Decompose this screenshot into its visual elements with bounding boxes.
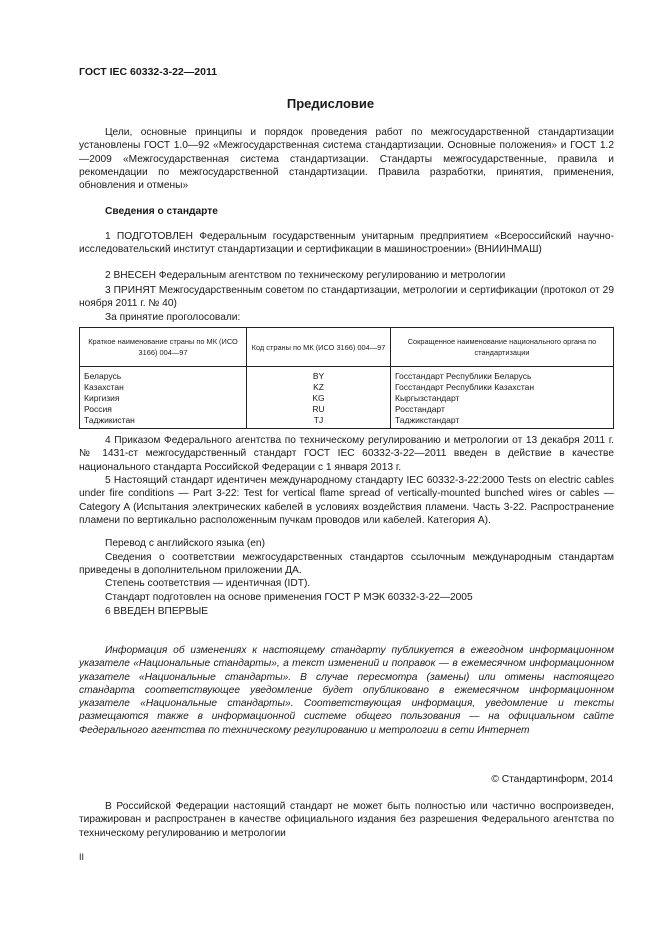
table-cell-country: Казахстан xyxy=(80,382,247,393)
item-5 xyxy=(79,474,614,527)
table-cell-code: RU xyxy=(247,404,391,415)
copyright: © Стандартинформ, 2014 xyxy=(491,774,613,785)
page-number: II xyxy=(79,852,85,862)
item-3 xyxy=(79,284,614,311)
table-cell-code: TJ xyxy=(247,415,391,429)
item-1 xyxy=(79,230,614,257)
translation-note: Перевод с английского языка (en) xyxy=(105,538,265,549)
conformity-degree: Степень соответствия — идентичная (IDT). xyxy=(105,578,311,589)
restriction-text: В Российской Федерации настоящий стандарт не может быть полностью или частично воспроизведен, тиражирован и распространен в качестве официального издания без разрешения Федерального агентства по техническому регулированию и метрологии xyxy=(79,801,614,839)
table-cell-country: Россия xyxy=(80,404,247,415)
table-cell-body: Госстандарт Республики Казахстан xyxy=(391,382,614,393)
references-note xyxy=(79,551,614,578)
table-cell-country: Киргизия xyxy=(80,393,247,404)
table-cell-body: Таджикстандарт xyxy=(391,415,614,429)
table-header-country: Краткое наименование страны по МК (ИСО 3166) 004—97 xyxy=(80,328,247,367)
table-cell-code: KG xyxy=(247,393,391,404)
table-row xyxy=(80,415,614,429)
member-states-table xyxy=(79,327,614,429)
references-text: Сведения о соответствии межгосударственных стандартов ссылочным международным стандартам приведены в дополнительном приложении ДА. xyxy=(79,552,614,577)
item-4-text: 4 Приказом Федерального агентства по техническому регулированию и метрологии от 13 декабря 2011 г. № 1431-ст межгосударственный стандарт ГОСТ IEC 60332-3-22—2011 введен в действие в качестве национального стандарта Российской Федерации с 1 января 2013 г. xyxy=(79,435,614,473)
voted-label: За принятие проголосовали: xyxy=(105,312,241,323)
table-cell-body: Росстандарт xyxy=(391,404,614,415)
item-4 xyxy=(79,434,614,474)
table-cell-body: Госстандарт Республики Беларусь xyxy=(391,367,614,383)
table-row xyxy=(80,382,614,393)
table-header-body: Сокращенное наименование национального органа по стандартизации xyxy=(391,328,614,367)
table-cell-code: BY xyxy=(247,367,391,383)
table-header-code: Код страны по МК (ИСО 3166) 004—97 xyxy=(247,328,391,367)
intro-text: Цели, основные принципы и порядок проведения работ по межгосударственной стандартизации установлены ГОСТ 1.0—92 «Межгосударственная система стандартизации. Основные положения» и ГОСТ 1.2—2009 «Межгосударственная система стандартизации. Стандарты межгосударственные, правила и рекомендации по межгосударственной стандартизации. Правила разработки, принятия, применения, обновления и отмены» xyxy=(79,127,614,192)
intro-paragraph xyxy=(79,126,614,192)
changes-notice-text: Информация об изменениях к настоящему стандарту публикуется в ежегодном информационном указателе «Национальные стандарты», а текст изменений и поправок — в ежемесячном информационном указателе «Национальные стандарты». В случае пересмотра (замены) или отмены настоящего стандарта соответствующее уведомление будет опубликовано в ежемесячном информационном указателе «Национальные стандарты». Соответствующая информация, уведомление и тексты размещаются также в информационной системе общего пользования — на официальном сайте Федерального агентства по техническому регулированию и метрологии в сети Интернет xyxy=(79,645,614,736)
item-3-text: 3 ПРИНЯТ Межгосударственным советом по стандартизации, метрологии и сертификации (протокол от 29 ноября 2011 г. № 40) xyxy=(79,285,614,310)
changes-notice xyxy=(79,644,614,737)
table-row xyxy=(80,404,614,415)
document-code-header: ГОСТ IEC 60332-3-22—2011 xyxy=(79,66,218,78)
table-cell-body: Кыргызстандарт xyxy=(391,393,614,404)
item-2-text: 2 ВНЕСЕН Федеральным агентством по техническому регулированию и метрологии xyxy=(105,270,506,281)
info-heading: Сведения о стандарте xyxy=(105,206,218,217)
table-cell-country: Таджикистан xyxy=(80,415,247,429)
item-2 xyxy=(79,269,614,282)
table-row xyxy=(80,393,614,404)
reproduction-restriction xyxy=(79,800,614,840)
page-title: Предисловие xyxy=(286,96,375,111)
table-header-row xyxy=(80,328,614,367)
table-row xyxy=(80,367,614,383)
based-on-note: Стандарт подготовлен на основе применения ГОСТ Р МЭК 60332-3-22—2005 xyxy=(105,592,473,603)
item-5-text: 5 Настоящий стандарт идентичен международному стандарту IEC 60332-3-22:2000 Tests on electric cables under fire conditions — Part 3-22: Test for vertical flame spread of vertically-mounted bunched wires or cables — Category A (Испытания электрических кабелей в условиях воздействия пламени. Часть 3-22. Распространение пламени по вертикально расположенным пучкам проводов или кабелей. Категория А). xyxy=(79,475,614,526)
table-cell-country: Беларусь xyxy=(80,367,247,383)
item-6: 6 ВВЕДЕН ВПЕРВЫЕ xyxy=(105,606,209,617)
item-1-text: 1 ПОДГОТОВЛЕН Федеральным государственным унитарным предприятием «Всероссийский научно-исследовательский институт стандартизации и сертификации в машиностроении» (ВНИИНМАШ) xyxy=(79,231,614,256)
table-cell-code: KZ xyxy=(247,382,391,393)
